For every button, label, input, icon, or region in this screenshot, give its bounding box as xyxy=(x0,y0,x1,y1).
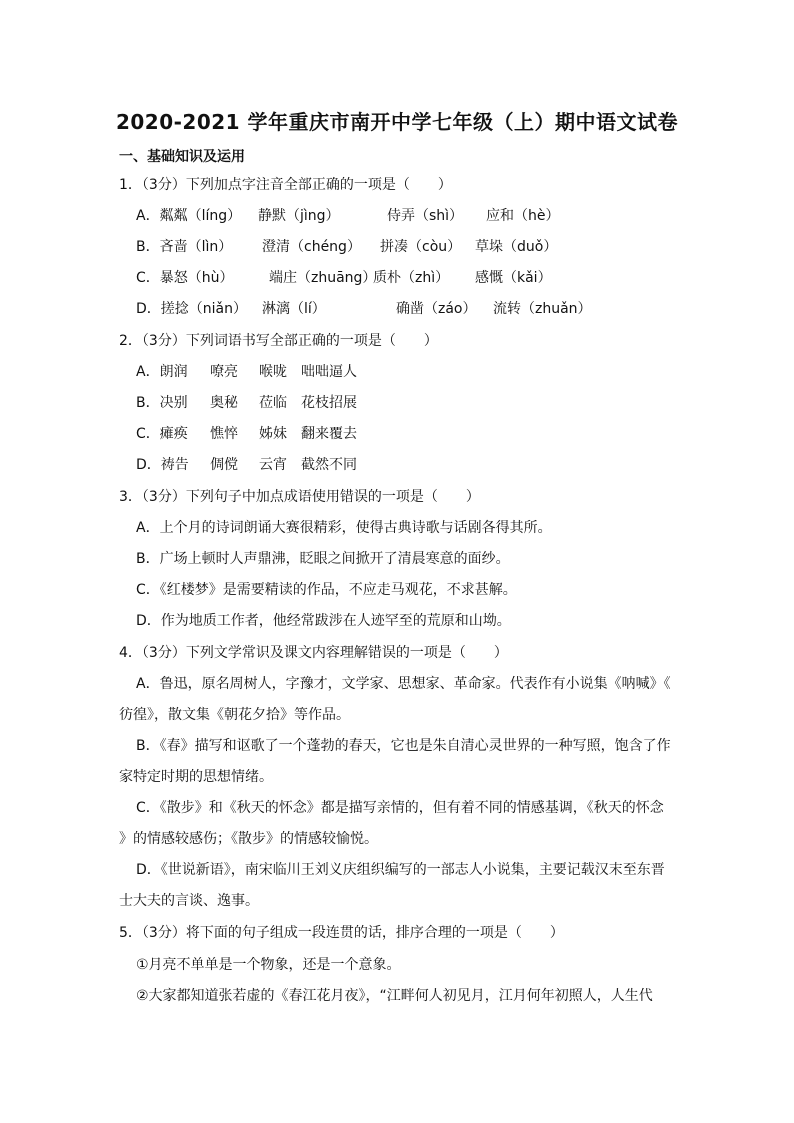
option-item: A．朗润 xyxy=(136,364,188,380)
option-item: 端庄（zhuāng） xyxy=(269,270,377,286)
option-item: C．瘫痪 xyxy=(136,426,188,442)
option-item: 确凿（záo） xyxy=(396,301,477,317)
option-item: 翻来覆去 xyxy=(301,426,357,442)
option-item: 淋漓（lí） xyxy=(262,301,326,317)
option-item: D．祷告 xyxy=(136,457,189,473)
option-item: 喉咙 xyxy=(259,364,287,380)
option-item: 花枝招展 xyxy=(301,395,357,411)
option-item: C．暴怒（hù） xyxy=(136,270,234,286)
option-item: B．决别 xyxy=(136,395,188,411)
question-4-option-c-line-1: C．《散步》和《秋天的怀念》都是描写亲情的，但有着不同的情感基调，《秋天的怀念 xyxy=(136,800,664,816)
option-item: 草垛（duǒ） xyxy=(475,239,558,255)
option-item: 质朴（zhì） xyxy=(373,270,450,286)
option-item: B．吝啬（lìn） xyxy=(136,239,233,255)
page-title: 2020-2021 学年重庆市南开中学七年级（上）期中语文试卷 xyxy=(115,110,679,134)
question-3-option-a: A．上个月的诗词朗诵大赛很精彩，使得古典诗歌与话剧各得其所。 xyxy=(136,520,552,536)
question-3-option-d: D．作为地质工作者，他经常跋涉在人迹罕至的荒原和山坳。 xyxy=(136,613,511,629)
option-item: D．搓捻（niǎn） xyxy=(136,301,247,317)
question-4-option-b-line-2: 家特定时期的思想情绪。 xyxy=(119,769,273,785)
question-4-option-a-line-1: A．鲁迅，原名周树人，字豫才，文学家、思想家、革命家。代表作有小说集《呐喊》《 xyxy=(136,676,671,692)
question-3-option-c: C．《红楼梦》是需要精读的作品，不应走马观花，不求甚解。 xyxy=(136,582,517,598)
option-item: 姊妹 xyxy=(259,426,287,442)
option-item: 云宵 xyxy=(259,457,287,473)
question-5-stem: 5．（3分）将下面的句子组成一段连贯的话，排序合理的一项是（ ） xyxy=(119,925,564,941)
question-2-stem: 2．（3分）下列词语书写全部正确的一项是（ ） xyxy=(119,333,438,349)
option-item: 静默（jìng） xyxy=(258,208,340,224)
option-item: 澄清（chéng） xyxy=(262,239,361,255)
option-item: 流转（zhuǎn） xyxy=(493,301,592,317)
option-item: 咄咄逼人 xyxy=(301,364,357,380)
question-4-stem: 4．（3分）下列文学常识及课文内容理解错误的一项是（ ） xyxy=(119,645,508,661)
option-item: 拼凑（còu） xyxy=(380,239,462,255)
option-item: 奥秘 xyxy=(210,395,238,411)
question-4-option-d-line-1: D．《世说新语》，南宋临川王刘义庆组织编写的一部志人小说集，主要记载汉末至东晋 xyxy=(136,862,665,878)
question-4-option-d-line-2: 士大夫的言谈、逸事。 xyxy=(119,893,259,909)
question-5-sentence-2: ②大家都知道张若虚的《春江花月夜》，“江畔何人初见月，江月何年初照人，人生代 xyxy=(136,988,653,1004)
option-item: 倜傥 xyxy=(210,457,238,473)
question-5-sentence-1: ①月亮不单单是一个物象，还是一个意象。 xyxy=(136,957,401,973)
question-3-stem: 3．（3分）下列句子中加点成语使用错误的一项是（ ） xyxy=(119,489,480,505)
question-4-option-b-line-1: B．《春》描写和讴歌了一个蓬勃的春天，它也是朱自清心灵世界的一种写照，饱含了作 xyxy=(136,738,671,754)
option-item: A．粼粼（líng） xyxy=(136,208,242,224)
option-item: 侍弄（shì） xyxy=(387,208,464,224)
option-item: 莅临 xyxy=(259,395,287,411)
question-4-option-a-line-2: 彷徨》，散文集《朝花夕拾》等作品。 xyxy=(119,707,350,723)
option-item: 截然不同 xyxy=(301,457,357,473)
question-4-option-c-line-2: 》的情感较感伤；《散步》的情感较愉悦。 xyxy=(119,831,378,847)
section-heading: 一、基础知识及运用 xyxy=(119,149,245,165)
option-item: 应和（hè） xyxy=(486,208,560,224)
question-1-stem: 1．（3分）下列加点字注音全部正确的一项是（ ） xyxy=(119,177,452,193)
option-item: 憔悴 xyxy=(210,426,238,442)
option-item: 嘹亮 xyxy=(210,364,238,380)
option-item: 感慨（kǎi） xyxy=(475,270,552,286)
question-3-option-b: B．广场上顿时人声鼎沸，眨眼之间掀开了清晨寒意的面纱。 xyxy=(136,551,510,567)
